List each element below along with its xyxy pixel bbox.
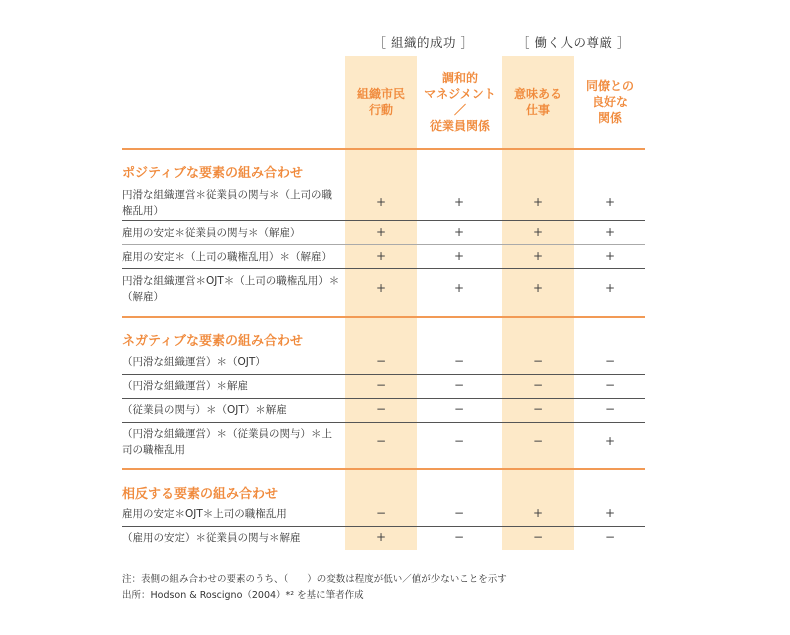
cell-value: − [375,434,387,448]
cell-value: + [532,225,544,239]
cell-value: − [532,434,544,448]
section-divider [122,148,645,150]
table-source: 出所：Hodson & Roscigno（2004）*² を基に筆者作成 [122,590,364,601]
cell-value: − [532,530,544,544]
cell-value: − [375,506,387,520]
cell-value: + [604,225,616,239]
cell-value: + [604,249,616,263]
table-row [122,245,645,268]
cell-value: + [453,195,465,209]
cell-value: − [604,530,616,544]
row-label: （円滑な組織運営）＊（従業員の関与）＊上司の職権乱用 [122,428,332,456]
cell-value: − [453,354,465,368]
cell-value: − [375,402,387,416]
column-header-meaningful-work [502,56,574,148]
cell-value: − [375,378,387,392]
cell-value: + [375,281,387,295]
cell-value: − [453,378,465,392]
section-title-negative: ネガティブな要素の組み合わせ [122,334,303,349]
cell-value: + [604,434,616,448]
column-header-harmonious-management [420,56,500,148]
cell-value: + [453,225,465,239]
column-header-line: 仕事 [525,103,550,117]
column-header-coworker-relations [574,56,646,148]
section-title-conflicting: 相反する要素の組み合わせ [122,487,279,502]
table-row [122,424,645,460]
column-header-line: 組織市民 [356,87,405,101]
table-note: 注：表側の組み合わせの要素のうち、（ ）の変数は程度が低い／値が少ないことを示す [122,574,507,585]
cell-value: − [375,354,387,368]
table-row [122,399,645,422]
cell-value: + [532,249,544,263]
column-header-line: 従業員関係 [429,119,490,133]
row-label: 円滑な組織運営＊従業員の関与＊（上司の職権乱用） [122,189,332,217]
cell-value: + [375,249,387,263]
cell-value: + [532,195,544,209]
section-divider [122,316,645,318]
cell-value: − [453,506,465,520]
table-row [122,503,645,526]
cell-value: + [375,195,387,209]
table-row [122,271,645,307]
row-divider [122,268,645,269]
section-divider [122,468,645,470]
table-row [122,527,645,550]
table-row [122,351,645,374]
row-label: （円滑な組織運営）＊（OJT） [122,356,266,368]
row-divider [122,422,645,423]
row-label: （従業員の関与）＊（OJT）＊解雇 [122,404,287,416]
row-label: 雇用の安定＊（上司の職権乱用）＊（解雇） [122,251,332,263]
row-label: （円滑な組織運営）＊解雇 [122,380,248,392]
cell-value: − [604,354,616,368]
table-row [122,186,645,220]
table-row [122,221,645,244]
row-label: 円滑な組織運営＊OJT＊（上司の職権乱用）＊（解雇） [122,275,340,303]
cell-value: + [453,281,465,295]
cell-value: + [453,249,465,263]
cell-value: + [604,506,616,520]
column-header-line: 関係 [597,111,622,125]
cell-value: − [453,402,465,416]
cell-value: + [375,530,387,544]
row-label: 雇用の安定＊従業員の関与＊（解雇） [122,227,301,239]
cell-value: + [604,281,616,295]
table-row [122,375,645,398]
cell-value: + [375,225,387,239]
column-header-organizational-citizenship [345,56,417,148]
row-label: （雇用の安定）＊従業員の関与＊解雇 [122,532,301,544]
group-label-worker-dignity: ［ 働く人の尊厳 ］ [517,35,630,50]
column-header-line: ／ [453,103,466,117]
group-label-organizational-success: ［ 組織的成功 ］ [373,35,474,50]
column-header-line: 調和的 [441,71,478,85]
cell-value: − [532,354,544,368]
cell-value: + [604,195,616,209]
row-label: 雇用の安定＊OJT＊上司の職権乱用 [122,508,287,520]
column-header-line: マネジメント [424,87,496,101]
column-header-line: 良好な [591,95,628,109]
cell-value: − [604,402,616,416]
cell-value: − [604,378,616,392]
column-header-line: 同僚との [585,79,634,93]
column-header-line: 意味ある [513,87,562,101]
cell-value: − [532,378,544,392]
cell-value: − [453,434,465,448]
cell-value: − [453,530,465,544]
cell-value: + [532,506,544,520]
cell-value: + [532,281,544,295]
cell-value: − [532,402,544,416]
column-header-line: 行動 [368,103,393,117]
section-title-positive: ポジティブな要素の組み合わせ [122,166,303,181]
